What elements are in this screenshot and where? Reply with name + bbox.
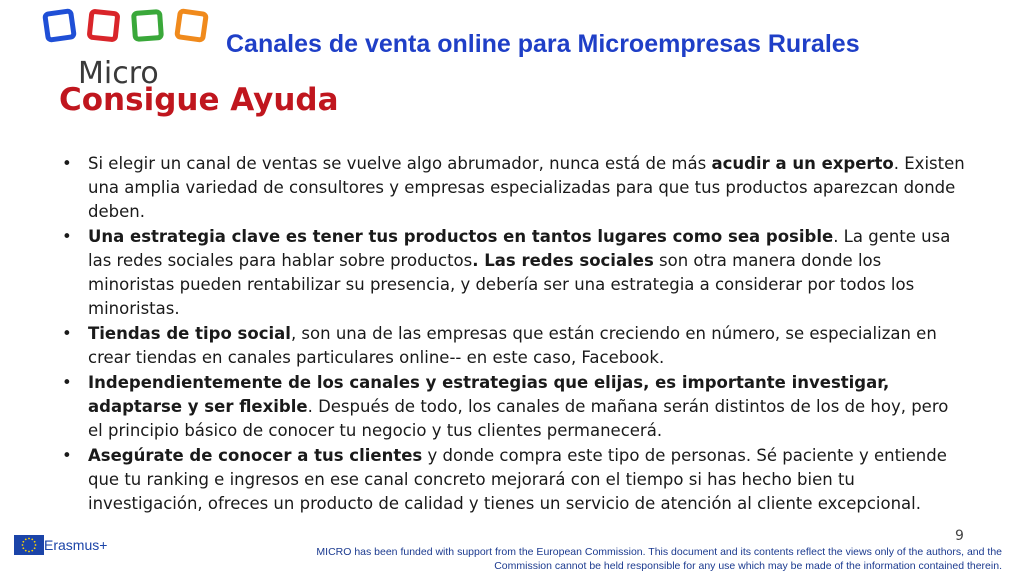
- red-square: [86, 8, 120, 42]
- micro-logo: [44, 6, 212, 91]
- eu-star-icon: [28, 551, 30, 553]
- bullet-bold-text: Tiendas de tipo social: [88, 324, 291, 343]
- bullet-bold-text: Asegúrate de conocer a tus clientes: [88, 446, 423, 465]
- logo-text: Micro: [78, 56, 159, 91]
- bullet-dot-icon: •: [62, 154, 72, 173]
- bullet-item: [62, 322, 967, 370]
- bullet-bold-text: Una estrategia clave es tener tus productos en tantos lugares como sea posible: [88, 227, 834, 246]
- bullet-item: [62, 225, 967, 321]
- eu-star-icon: [35, 544, 37, 546]
- eu-star-icon: [31, 550, 33, 552]
- eu-star-icon: [22, 544, 24, 546]
- eu-star-icon: [31, 538, 33, 540]
- slide-title: Consigue Ayuda: [59, 82, 339, 118]
- bullet-bold-text: . Las redes sociales: [472, 251, 654, 270]
- eu-flag-icon: [14, 535, 44, 555]
- bullet-text: . Existen una amplia variedad de consultores y empresas especializadas para que tus productos aparezcan donde deben.: [88, 154, 965, 221]
- bullet-item: [62, 371, 967, 443]
- eu-star-icon: [22, 547, 24, 549]
- bullet-text: , son una de las empresas que están creciendo en número, se especializan en crear tiendas en canales particulares online-- en este caso, Facebook.: [88, 324, 937, 367]
- bullet-text: y donde compra este tipo de personas. Sé paciente y entiende que tu ranking e ingresos en ese canal concreto mejorará con el tiempo si has hecho bien tu investigación, ofreces un producto de calidad y tienes un servicio de atención al cliente excepcional.: [88, 446, 947, 513]
- bullet-dot-icon: •: [62, 324, 72, 343]
- bullet-item: [62, 444, 967, 516]
- eu-star-icon: [34, 541, 36, 543]
- bullet-item: [62, 152, 967, 224]
- eu-star-icon: [34, 547, 36, 549]
- page-number: 9: [955, 528, 964, 544]
- bullet-bold-text: Independientemente de los canales y estrategias que elijas, es importante investigar, adaptarse y ser flexible: [88, 373, 890, 416]
- orange-square: [174, 8, 209, 43]
- disclaimer-text: MICRO has been funded with support from the European Commission. This document and its contents reflect the views only of the authors, and the Commission cannot be held responsible for any use which may be made of the information contained therein.: [316, 546, 1002, 572]
- bullet-bold-text: acudir a un experto: [711, 154, 894, 173]
- eu-star-icon: [22, 541, 24, 543]
- bullet-list: [62, 152, 967, 517]
- erasmus-plus-text: Erasmus+: [44, 537, 108, 553]
- bullet-dot-icon: •: [62, 446, 72, 465]
- eu-star-icon: [25, 538, 27, 540]
- logo-squares: [44, 6, 212, 50]
- bullet-dot-icon: •: [62, 227, 72, 246]
- bullet-text: Si elegir un canal de ventas se vuelve algo abrumador, nunca está de más: [88, 154, 712, 173]
- blue-square: [42, 8, 77, 43]
- erasmus-plus-logo: [14, 535, 114, 559]
- eu-star-icon: [25, 550, 27, 552]
- green-square: [131, 9, 164, 42]
- header-title: Canales de venta online para Microempresas Rurales: [226, 30, 860, 58]
- eu-star-icon: [28, 538, 30, 540]
- bullet-text: . Después de todo, los canales de mañana serán distintos de los de hoy, pero el principio básico de conocer tu negocio y tus clientes permanecerá.: [88, 397, 949, 440]
- bullet-dot-icon: •: [62, 373, 72, 392]
- bullet-text: son otra manera donde los minoristas pueden rentabilizar su presencia, y debería ser una estrategia a considerar por todos los minoristas.: [88, 251, 915, 318]
- bullet-text: . La gente usa las redes sociales para hablar sobre productos: [88, 227, 951, 270]
